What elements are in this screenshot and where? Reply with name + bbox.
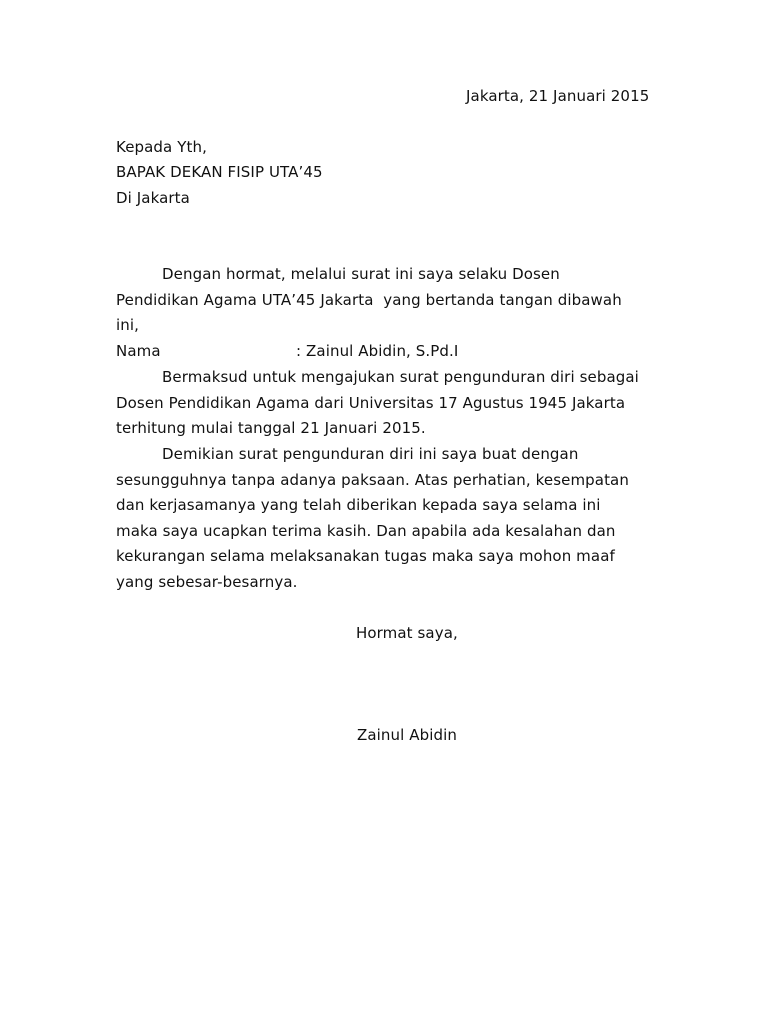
letter-date: Jakarta, 21 Januari 2015 bbox=[466, 87, 650, 105]
recipient-salutation: Kepada Yth, bbox=[116, 138, 207, 156]
paragraph-1-line-3: ini, bbox=[116, 316, 140, 334]
paragraph-3-line-5: kekurangan selama melaksanakan tugas maka saya mohon maaf bbox=[116, 547, 615, 565]
identity-value: : Zainul Abidin, S.Pd.I bbox=[296, 342, 459, 360]
closing-salutation: Hormat saya, bbox=[356, 624, 458, 642]
paragraph-2-line-2: Dosen Pendidikan Agama dari Universitas 17 Agustus 1945 Jakarta bbox=[116, 394, 626, 412]
identity-label: Nama bbox=[116, 342, 161, 360]
paragraph-3-line-2: sesungguhnya tanpa adanya paksaan. Atas perhatian, kesempatan bbox=[116, 471, 629, 489]
paragraph-3-line-6: yang sebesar-besarnya. bbox=[116, 573, 298, 591]
recipient-title: BAPAK DEKAN FISIP UTA’45 bbox=[116, 163, 323, 181]
signature-name: Zainul Abidin bbox=[357, 726, 458, 744]
paragraph-2-line-1: Bermaksud untuk mengajukan surat pengunduran diri sebagai bbox=[162, 368, 639, 386]
paragraph-1-line-1: Dengan hormat, melalui surat ini saya selaku Dosen bbox=[162, 265, 560, 283]
paragraph-2-line-3: terhitung mulai tanggal 21 Januari 2015. bbox=[116, 419, 426, 437]
paragraph-3-line-3: dan kerjasamanya yang telah diberikan kepada saya selama ini bbox=[116, 496, 601, 514]
paragraph-3-line-4: maka saya ucapkan terima kasih. Dan apabila ada kesalahan dan bbox=[116, 522, 616, 540]
paragraph-3-line-1: Demikian surat pengunduran diri ini saya buat dengan bbox=[162, 445, 579, 463]
recipient-location: Di Jakarta bbox=[116, 189, 190, 207]
paragraph-1-line-2: Pendidikan Agama UTA’45 Jakarta yang bertanda tangan dibawah bbox=[116, 291, 622, 309]
